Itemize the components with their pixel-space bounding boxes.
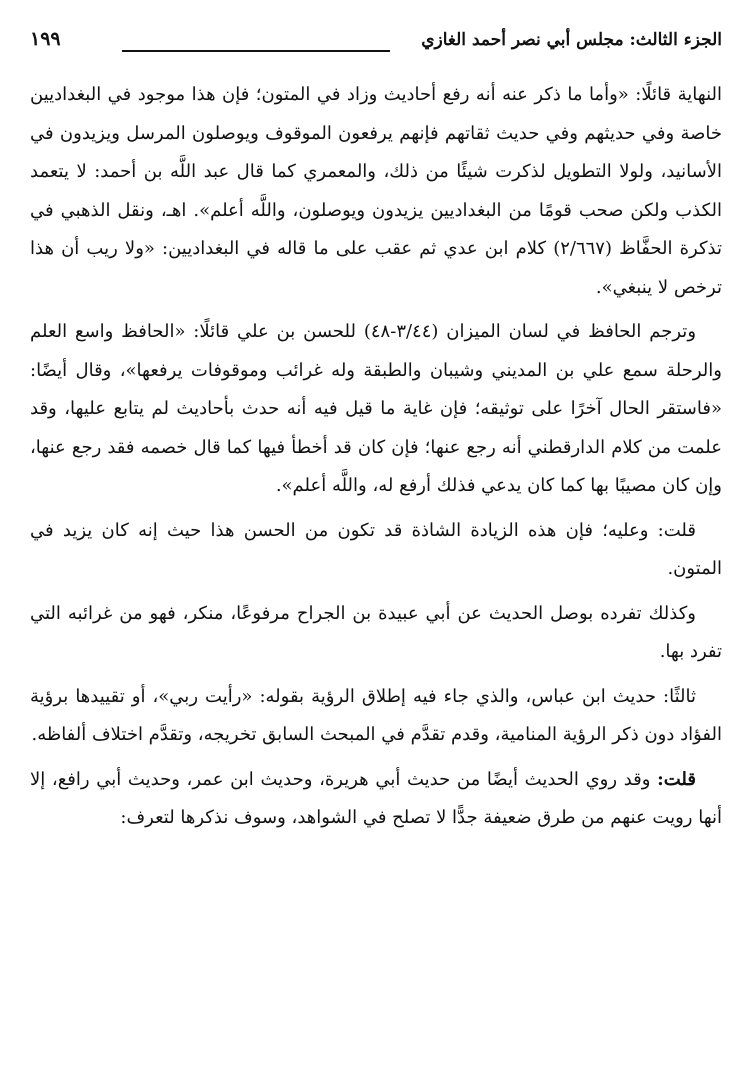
paragraph-2 bbox=[30, 313, 722, 506]
paragraph-1-text: النهاية قائلًا: «وأما ما ذكر عنه أنه رفع أحاديث وزاد في المتون؛ فإن هذا موجود في البغداديين خاصة وفي حديثهم وفي حديث ثقاتهم فإنهم يرفعون الموقوف ويوصلون المرسل ويزيدون في الأسانيد، ولولا التطويل لذكرت شيئًا من ذلك، والمعمري كما قال عبد اللَّه بن أحمد: لا يتعمد الكذب ولكن صحب قومًا من البغداديين يزيدون ويوصلون، واللَّه أعلم». اهـ، ونقل الذهبي في تذكرة الحفَّاظ (٢/٦٦٧) كلام ابن عدي ثم عقب على ما قاله في البغداديين: «ولا ريب أن هذا ترخص لا ينبغي». bbox=[30, 84, 722, 298]
paragraph-1 bbox=[30, 76, 722, 307]
paragraph-3-text: قلت: وعليه؛ فإن هذه الزيادة الشاذة قد تكون من الحسن هذا حيث إنه كان يزيد في المتون. bbox=[30, 519, 722, 579]
paragraph-6 bbox=[30, 761, 722, 838]
paragraph-3 bbox=[30, 512, 722, 589]
paragraph-6-lead: قلت: bbox=[657, 768, 696, 790]
paragraph-5-text: ثالثًا: حديث ابن عباس، والذي جاء فيه إطلاق الرؤية بقوله: «رأيت ربي»، أو تقييدها برؤية الفؤاد دون ذكر الرؤية المنامية، وقدم تقدَّم في المبحث السابق تخريجه، وتقدَّم اختلاف ألفاظه. bbox=[30, 685, 722, 745]
paragraph-5 bbox=[30, 678, 722, 755]
paragraph-2-text: وترجم الحافظ في لسان الميزان (٣/٤٤-٤٨) للحسن بن علي قائلًا: «الحافظ واسع العلم والرحلة سمع علي بن المديني وشيبان والطبقة وله غرائب وموقوفات يرفعها»، وقال أيضًا: «فاستقر الحال آخرًا على توثيقه؛ فإن غاية ما قيل فيه أنه حدث بأحاديث لم يتابع عليها، وقد علمت من كلام الدارقطني أنه رجع عنها؛ فإن كان قد أخطأ فيها كما قال خصمه فقد رجع عنها، وإن كان مصيبًا بها كما كان يدعي فذلك أرفع له، واللَّه أعلم». bbox=[30, 321, 722, 496]
running-title: الجزء الثالث: مجلس أبي نصر أحمد الغازي bbox=[421, 30, 722, 50]
document-page bbox=[30, 28, 722, 842]
paragraph-6-text: وقد روي الحديث أيضًا من حديث أبي هريرة، وحديث ابن عمر، وحديث أبي رافع، إلا أنها رويت عنهم من طرق ضعيفة جدًّا لا تصلح في الشواهد، وسوف نذكرها لتعرف: bbox=[30, 768, 722, 828]
page-number: ١٩٩ bbox=[30, 28, 61, 50]
header-rule bbox=[122, 50, 390, 52]
paragraph-4 bbox=[30, 595, 722, 672]
paragraph-4-text: وكذلك تفرده بوصل الحديث عن أبي عبيدة بن الجراح مرفوعًا، منكر، فهو من غرائبه التي تفرد بها. bbox=[30, 602, 722, 662]
body-text bbox=[30, 76, 722, 838]
running-header bbox=[30, 28, 722, 64]
